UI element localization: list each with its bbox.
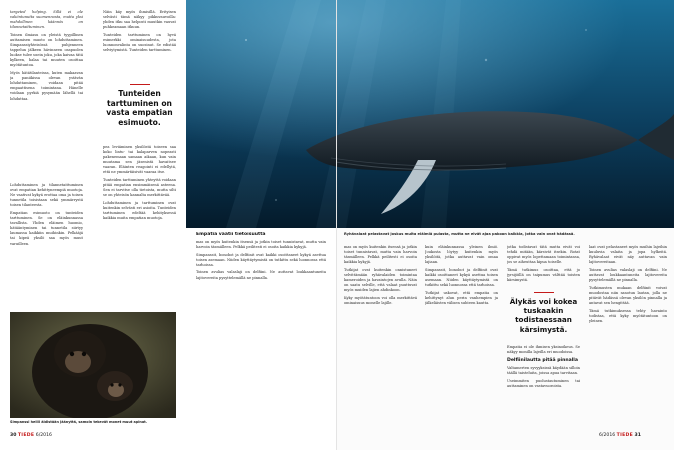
- page-folio-left: [10, 433, 52, 439]
- paragraph: Toinen avulias valaslaji on delfiini. Ne auttavat loukkaantuneita lajitovereita pysyttelemällä ne pinnalla.: [589, 267, 667, 283]
- paragraph: Tämä tutkimus osoittaa, että jo jyrsijöillä on taipumus välttää toisten kärsimystä.: [507, 267, 580, 283]
- paragraph: targeted helping. Sillä ei ole vakiintunutta suomennosta, mutta yksi mahdollinen käännös on tilannetaittuminen.: [10, 10, 83, 30]
- pull-quote-rule: [130, 84, 150, 85]
- paragraph: Myös hätätilanteissa, kuten makaavan ja paniikissa olevan ystävän lohduttaminen, voidaan pitää empaattisena toimintana. Hänelle voidaan pyrkiä pysymään lähellä tai lohduttaa.: [10, 71, 83, 101]
- photo-caption: Simpanssi hellii äidistään jäänyttä, samoin tekevät monet muut apinat.: [10, 420, 148, 424]
- page-folio-right: [599, 433, 641, 439]
- pull-quote-text: Tunteiden tarttuminen on vasta empatian esimuoto.: [106, 89, 173, 127]
- paragraph: Toinen ilmiasu on yleistä tyypillinen auttamisen muoto on lohduttaminen. Simpanssiyhteisössä puhjenneen tappelun jälkeen hävinneen osapuolen luokse tulee usein joku, joka kaivaa tätä kylkeen, halaa tai muuten osoittaa myötätuntoa.: [10, 32, 83, 68]
- paragraph: Useimmiten puolustautuminen tai auttaminen on vastavuoroista.: [507, 378, 580, 388]
- hero-caption: Ryhävalaat pelastavat joskus muita eläimiä pulasta, mutta ne eivät ajaa pakoon kaikkia, jotka vain ovat hädässä.: [344, 232, 575, 236]
- paragraph: Kyky myötätuntoon voi olla merkittävä ominaisuus monelle lajille.: [344, 295, 417, 305]
- article-column-1: [10, 10, 83, 180]
- article-column-2-bottom: [103, 145, 176, 307]
- pull-quote-rule: [534, 292, 554, 293]
- page-number: 30: [10, 433, 17, 438]
- pull-quote: [103, 84, 176, 127]
- magazine-name: TIEDE: [616, 433, 634, 438]
- paragraph: Empatian esimuoto on tunteiden tarttuminen. Se on eläinkunnassa tavallista. Yhden eläimen huomio, hätääntyminen tai tunnetila siirtyy laumassa kaikkiin muihinkin. Pelkääjä tai kipeä yksilö saa myös muut varuilleen.: [10, 210, 83, 246]
- paragraph: Tutkimusten mukaan delfiinit voivat muodostaa niin sanotun lautan, jolla ne pitävät hädässä olevan yksilön pinnalla ja antavat sen hengittää.: [589, 285, 667, 305]
- paragraph: Toinen avulias valaslaji on delfiini. Ne auttavat loukkaantuneita lajitovereita pysyttelemällä ne pinnalla.: [196, 270, 326, 280]
- paragraph: Lohduttaminen ja tilannetaittuminen ovat empatian kehittyneempiä muotoja. Ne vaativat kykyä erottaa oma ja toisen tunnetila toisistaan sekä ymmärrystä toisen tilanteesta.: [10, 183, 83, 208]
- paragraph: Tunteiden tarttuminen on hyvä esimerkki ominaisuudesta, jota luonnonvalinta on suosinut. Se edistää selviytymistä. Tunteiden tarttuminen.: [103, 32, 176, 53]
- issue-label: 6/2016: [599, 433, 616, 438]
- pull-quote-text: Älykäs voi kokea tuskaakin todistaessaan kärsimystä.: [509, 297, 578, 334]
- paragraph: kuin eläinkunnassa yleinen ilmiö. Joukosta löytyy kuitenkin myös yksilöitä, jotka auttavat vain omaa lajiaan.: [425, 245, 498, 265]
- magazine-name: TIEDE: [17, 433, 35, 438]
- article-column-1-lower: [10, 183, 83, 308]
- paragraph: Näin käy myös ihmisillä. Erityisen selvästi tämä näkyy pikkuvauvoilla: yhden itku saa helposti muutkin vauvat puhkeamaan itkuun.: [103, 10, 176, 30]
- section-heading: Empatia vaatii tietoisuutta: [196, 232, 266, 237]
- page-number: 31: [634, 433, 641, 438]
- paragraph: Simpanssit, bonobot ja delfiinit ovat kaikki osoittaneet kykyä asettua toisen asemaan. Niiden käyttäytymistä on tutkittu sekä luonnossa että tarhoissa.: [196, 252, 326, 267]
- paragraph: Valtamerten syvyyksissä käydään silloin täällä taisteluita, joissa apua tarvitaan.: [507, 366, 580, 376]
- paragraph: Tunteiden tarttuminen yhteyttä voidaan pitää empatian ensimmäisenä asteena. Sen ei tarvitse olla tietoista, mutta silti se on yhteisön kannalta merkittävää.: [103, 178, 176, 198]
- paragraph: Tutkijat uskovat, että empatia on kehittynyt alun perin vanhempien ja jälkeläisten välisen suhteen kautta.: [425, 290, 498, 305]
- article-column-6: [589, 245, 667, 425]
- paragraph: pea leviäminen yksilöstä toiseen saa koko lintu- tai kalaparven nopeasti pakenemaan samaan aikaan, kun vain muutama sen jäsenistä havaitsee vaaran. Eläinten reagointi ei edellytä, että ne ymmärtäisivät vaaraa itse.: [103, 145, 176, 175]
- paragraph: Simpanssit, bonobot ja delfiinit ovat kaikki osoittaneet kykyä asettua toisen asemaan. Niiden käyttäytymistä on tutkittu sekä luonnossa että tarhoissa.: [425, 267, 498, 288]
- paragraph: Tutkijat ovat kuitenkin onnistuneet selvittämään ryhävalaiden toimintaa kameroiden ja havaintojen avulla. Näin on saatu selville, että valaat puuttuvat myös muiden lajien ahdinkoon.: [344, 267, 417, 293]
- paragraph: jotka todistavat tätä mutta eivät voi tehdä mitään, kärsivät itsekin. Rotat oppivat myös lopettamaan toimintansa, jos se aiheuttaa kipua toiselle.: [507, 245, 580, 265]
- paragraph: mas on myös kuitenkin itsensä ja jotkin toiset tunnistavat, mutta vain harvoin täsmälleen. Pelkkä peilitesti ei osoita kaikkia kykyjä.: [196, 240, 326, 250]
- article-column-left-3: [196, 232, 326, 422]
- pull-quote-right: [507, 292, 580, 334]
- article-column-4: [425, 245, 498, 425]
- paragraph: Lohduttaminen ja tarttuminen ovat kuitenkin selvästi eri asioita. Tunteiden tarttuminen edeltää kehityksessä kaikkia muita empatian muotoja.: [103, 200, 176, 221]
- chimpanzee-illustration: [10, 312, 176, 418]
- paragraph: laat ovat pelastaneet myös muihin lajeihin kuuluvia valaita ja jopa hylkeitä. Ryhävalaat eivät näy auttavan vain lajitovereitaan.: [589, 245, 667, 265]
- page-gutter: [336, 0, 337, 450]
- article-column-2-top: [103, 10, 176, 66]
- section-heading: Delfiinilautta pitää pinnalla: [507, 358, 578, 364]
- paragraph: mas on myös kuitenkin itsensä ja jotkin toiset tunnistavat, mutta vain harvoin täsmälleen. Pelkkä peilitesti ei osoita kaikkia kykyjä.: [344, 245, 417, 265]
- article-column-3: [344, 245, 417, 425]
- chimpanzee-photo: [10, 312, 176, 418]
- paragraph: Empatia ei ole ihmisen yksinoikeus. Se näkyy monilla lajeilla eri muodoissa.: [507, 345, 580, 355]
- article-column-5-bottom: [507, 345, 580, 427]
- article-column-5-top: [507, 245, 580, 289]
- issue-label: 6/2016: [35, 433, 52, 438]
- paragraph: Tämä tutkimuksessa tehty havainto todistaa, että kyky myötätuntoon on yleinen.: [589, 308, 667, 323]
- right-page: [337, 0, 674, 450]
